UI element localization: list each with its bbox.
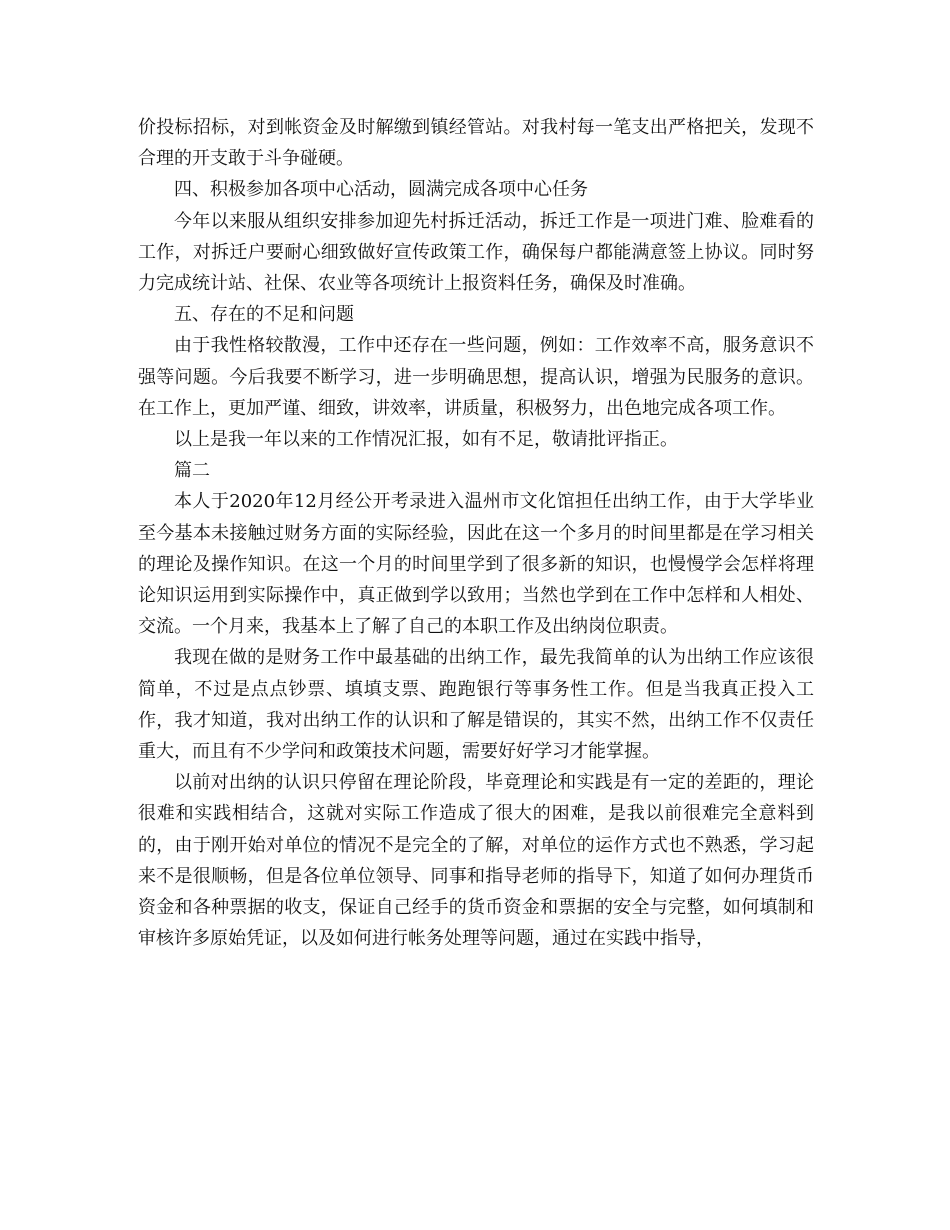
document-page bbox=[138, 112, 814, 954]
paragraph-5: 本人于2020年12月经公开考录进入温州市文化馆担任出纳工作，由于大学毕业至今基本未接触过财务方面的实际经验，因此在这一个多月的时间里都是在学习相关的理论及操作知识。在这一个月的时间里学到了很多新的知识，也慢慢学会怎样将理论知识运用到实际操作中，真正做到学以致用；当然也学到在工作中怎样和人相处、交流。一个月来，我基本上了解了自己的本职工作及出纳岗位职责。 bbox=[138, 491, 814, 638]
paragraph-7: 以前对出纳的认识只停留在理论阶段，毕竟理论和实践是有一定的差距的，理论很难和实践相结合，这就对实际工作造成了很大的困难，是我以前很难完全意料到的，由于刚开始对单位的情况不是完全的了解，对单位的运作方式也不熟悉，学习起来不是很顺畅，但是各位单位领导、同事和指导老师的指导下，知道了如何办理货币资金和各种票据的收支，保证自己经手的货币资金和票据的安全与完整，如何填制和审核许多原始凭证，以及如何进行帐务处理等问题，通过在实践中指导， bbox=[138, 772, 814, 950]
paragraph-2: 今年以来服从组织安排参加迎先村拆迁活动，拆迁工作是一项进门难、脸难看的工作，对拆迁户要耐心细致做好宣传政策工作，确保每户都能满意签上协议。同时努力完成统计站、社保、农业等各项统计上报资料任务，确保及时准确。 bbox=[138, 210, 814, 295]
paragraph-6: 我现在做的是财务工作中最基础的出纳工作，最先我简单的认为出纳工作应该很简单，不过是点点钞票、填填支票、跑跑银行等事务性工作。但是当我真正投入工作，我才知道，我对出纳工作的认识和了解是错误的，其实不然，出纳工作不仅责任重大，而且有不少学问和政策技术问题，需要好好学习才能掌握。 bbox=[138, 647, 814, 763]
paragraph-4: 以上是我一年以来的工作情况汇报，如有不足，敬请批评指正。 bbox=[174, 429, 678, 451]
paragraph-1: 价投标招标，对到帐资金及时解缴到镇经管站。对我村每一笔支出严格把关，发现不合理的开支敢于斗争碰硬。 bbox=[138, 117, 814, 170]
section-heading-5: 五、存在的不足和问题 bbox=[174, 304, 354, 326]
section-heading-4: 四、积极参加各项中心活动，圆满完成各项中心任务 bbox=[174, 179, 588, 201]
section-heading-part-2: 篇二 bbox=[174, 460, 210, 482]
paragraph-3: 由于我性格较散漫，工作中还存在一些问题，例如：工作效率不高，服务意识不强等问题。今后我要不断学习，进一步明确思想，提高认识，增强为民服务的意识。在工作上，更加严谨、细致，讲效率，讲质量，积极努力，出色地完成各项工作。 bbox=[138, 335, 814, 419]
